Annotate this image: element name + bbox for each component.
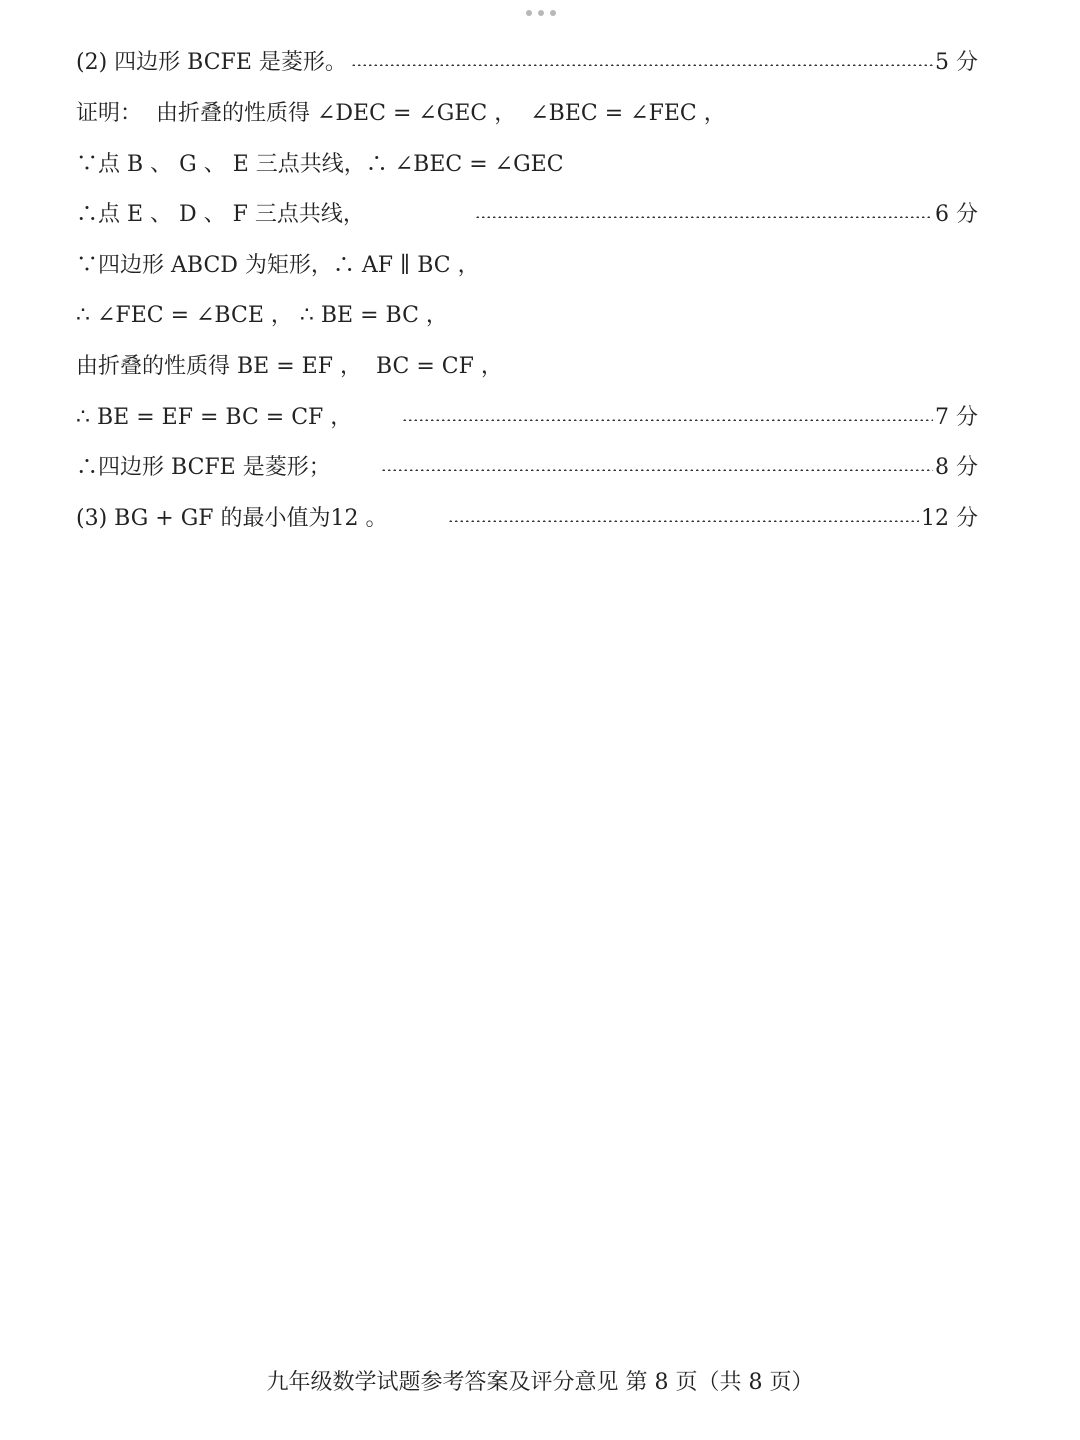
line-text: ∵点 B 、 G 、 E 三点共线，∴ ∠BEC = ∠GEC [76, 152, 564, 177]
leader-dots [351, 64, 933, 66]
answer-line-rhombus-conclusion [76, 453, 978, 483]
answer-line-part2-claim [76, 48, 978, 78]
leader-dots [448, 520, 919, 522]
answer-line-part3 [76, 504, 978, 534]
line-text: 由折叠的性质得 BE = EF ， BC = CF ， [76, 354, 503, 379]
line-text: (2) 四边形 BCFE 是菱形。 [76, 50, 347, 75]
line-text: (3) BG + GF 的最小值为12 。 [76, 506, 388, 531]
line-text: ∴四边形 BCFE 是菱形； [76, 455, 331, 480]
answer-line-collinear-bge [76, 150, 564, 180]
answer-line-fold-equal [76, 352, 503, 382]
leader-dots [381, 469, 933, 471]
score-label: 8 分 [935, 455, 978, 480]
line-text: ∴ BE = EF = BC = CF ， [76, 405, 353, 430]
leader-dots [402, 419, 933, 421]
answer-line-collinear-edf [76, 200, 978, 230]
answer-line-angles [76, 301, 448, 331]
page-footer: 九年级数学试题参考答案及评分意见 第 8 页（共 8 页） [266, 1370, 814, 1395]
score-label: 7 分 [935, 405, 978, 430]
line-text: ∴ ∠FEC = ∠BCE ， ∴ BE = BC ， [76, 303, 448, 328]
answer-line-all-equal [76, 403, 978, 433]
score-label: 5 分 [935, 50, 978, 75]
line-text: ∴点 E 、 D 、 F 三点共线， [76, 202, 365, 227]
line-text: ∵四边形 ABCD 为矩形，∴ AF ∥ BC ， [76, 253, 480, 278]
score-label: 12 分 [921, 506, 978, 531]
answer-line-rectangle [76, 251, 480, 281]
answer-line-proof-start [76, 99, 726, 129]
line-text: 证明： 由折叠的性质得 ∠DEC = ∠GEC ， ∠BEC = ∠FEC ， [76, 101, 726, 126]
leader-dots [475, 216, 933, 218]
score-label: 6 分 [935, 202, 978, 227]
